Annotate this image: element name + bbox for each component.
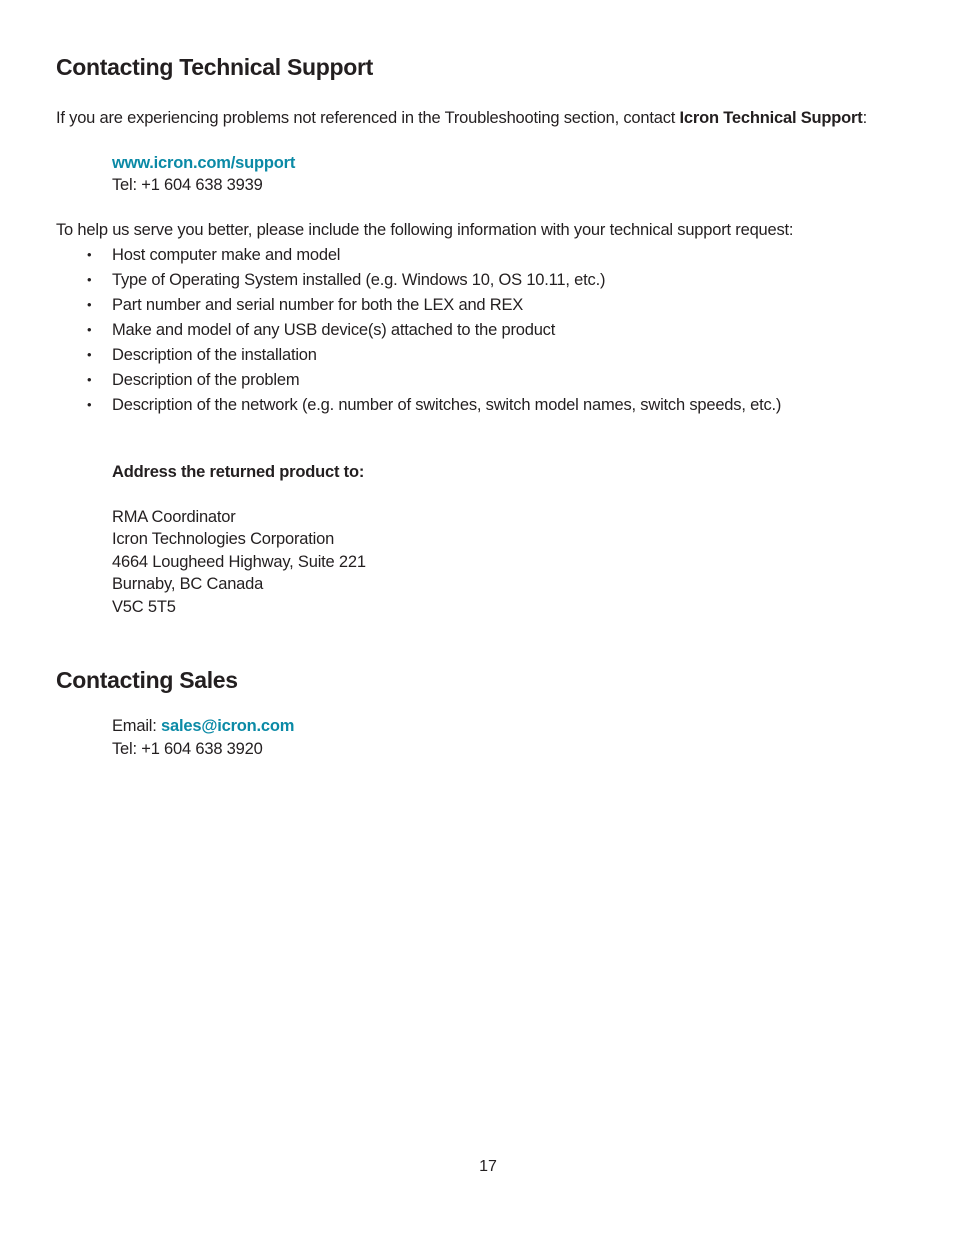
address-line: Icron Technologies Corporation	[112, 530, 335, 548]
bullet-icon: •	[87, 297, 92, 312]
sales-email-line	[112, 715, 294, 738]
support-heading: Contacting Technical Support	[56, 54, 374, 80]
support-info-list	[56, 244, 916, 419]
address-line: RMA Coordinator	[112, 508, 236, 526]
bullet-icon: •	[87, 347, 92, 362]
sales-tel: Tel: +1 604 638 3920	[112, 740, 263, 758]
rma-heading: Address the returned product to:	[112, 463, 365, 481]
sales-heading: Contacting Sales	[56, 667, 238, 693]
address-line: Burnaby, BC Canada	[112, 575, 264, 593]
sales-email-link[interactable]: sales@icron.com	[161, 717, 295, 735]
support-intro-text: If you are experiencing problems not referenced in the Troubleshooting section, contact	[56, 109, 680, 127]
address-line: 4664 Lougheed Highway, Suite 221	[112, 553, 366, 571]
list-item: • Host computer make and model	[87, 246, 341, 264]
support-url-link[interactable]: www.icron.com/support	[112, 154, 296, 172]
support-intro-bold: Icron Technical Support	[679, 109, 863, 127]
bullet-icon: •	[87, 247, 92, 262]
bullet-icon: •	[87, 322, 92, 337]
list-item: • Description of the problem	[87, 371, 300, 389]
bullet-icon: •	[87, 372, 92, 387]
list-item: • Description of the installation	[87, 346, 317, 364]
support-tel: Tel: +1 604 638 3939	[112, 176, 263, 194]
support-intro	[56, 107, 916, 129]
list-item: • Type of Operating System installed (e.g. Windows 10, OS 10.11, etc.)	[87, 271, 606, 289]
bullet-icon: •	[87, 272, 92, 287]
address-line: V5C 5T5	[112, 598, 176, 616]
list-item: • Description of the network (e.g. number of switches, switch model names, switch speeds, etc.)	[87, 396, 782, 414]
list-item: • Part number and serial number for both the LEX and REX	[87, 296, 524, 314]
page-number: 17	[479, 1158, 497, 1175]
sales-email-label: Email:	[112, 717, 162, 735]
support-url-line	[112, 152, 295, 175]
support-request-text: To help us serve you better, please include the following information with your technical support request:	[56, 221, 794, 239]
list-item: • Make and model of any USB device(s) attached to the product	[87, 321, 556, 339]
support-intro-end: :	[862, 109, 867, 127]
bullet-icon: •	[87, 397, 92, 412]
